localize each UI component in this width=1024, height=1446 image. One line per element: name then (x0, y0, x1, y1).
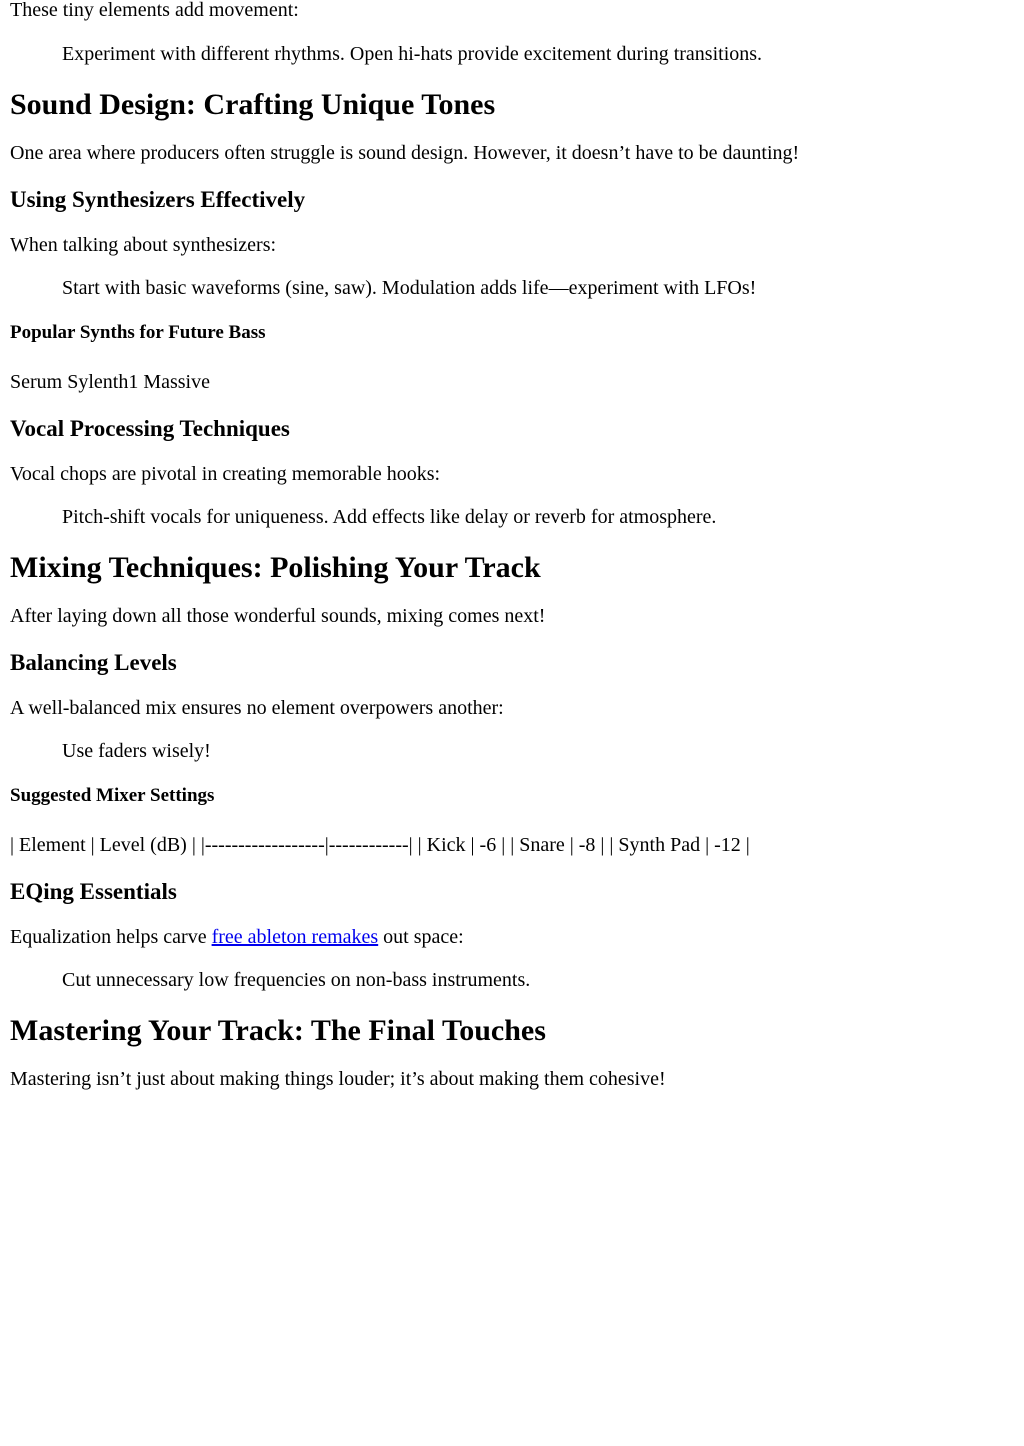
vocal-heading: Vocal Processing Techniques (10, 416, 290, 441)
mastering-intro: Mastering isn’t just about making things louder; it’s about making them cohesive! (10, 1068, 666, 1090)
balance-intro: A well-balanced mix ensures no element overpowers another: (10, 697, 504, 719)
eq-heading: EQing Essentials (10, 879, 177, 904)
intro-text: These tiny elements add movement: (10, 0, 299, 21)
mixing-heading: Mixing Techniques: Polishing Your Track (10, 551, 541, 584)
balance-tip: Use faders wisely! (62, 740, 211, 762)
vocal-tip: Pitch-shift vocals for uniqueness. Add effects like delay or reverb for atmosphere. (62, 506, 717, 528)
synth-tip: Start with basic waveforms (sine, saw). Modulation adds life—experiment with LFOs! (62, 277, 757, 299)
mixing-intro: After laying down all those wonderful sounds, mixing comes next! (10, 605, 546, 627)
synth-heading: Using Synthesizers Effectively (10, 187, 306, 212)
mixer-settings-heading: Suggested Mixer Settings (10, 785, 215, 806)
sound-design-intro: One area where producers often struggle is sound design. However, it doesn’t have to be daunting! (10, 142, 800, 164)
synth-intro: When talking about synthesizers: (10, 234, 277, 256)
sound-design-heading: Sound Design: Crafting Unique Tones (10, 88, 496, 121)
balance-heading: Balancing Levels (10, 650, 177, 675)
mixer-settings-table: | Element | Level (dB) | |------------------|------------| | Kick | -6 | | Snare | -8 | | Synth Pad | -12 | (10, 834, 750, 856)
eq-intro-before: Equalization helps carve (10, 926, 212, 948)
eq-tip: Cut unnecessary low frequencies on non-bass instruments. (62, 969, 531, 991)
ableton-remakes-link[interactable]: free ableton remakes (211, 926, 379, 948)
popular-synths-heading: Popular Synths for Future Bass (10, 322, 266, 343)
rhythm-tip: Experiment with different rhythms. Open hi-hats provide excitement during transitions. (62, 43, 763, 65)
mastering-heading: Mastering Your Track: The Final Touches (10, 1014, 546, 1047)
popular-synths-list: Serum Sylenth1 Massive (10, 371, 210, 393)
vocal-intro: Vocal chops are pivotal in creating memorable hooks: (10, 463, 441, 485)
eq-intro (10, 926, 1014, 949)
eq-intro-after: out space: (378, 926, 464, 948)
